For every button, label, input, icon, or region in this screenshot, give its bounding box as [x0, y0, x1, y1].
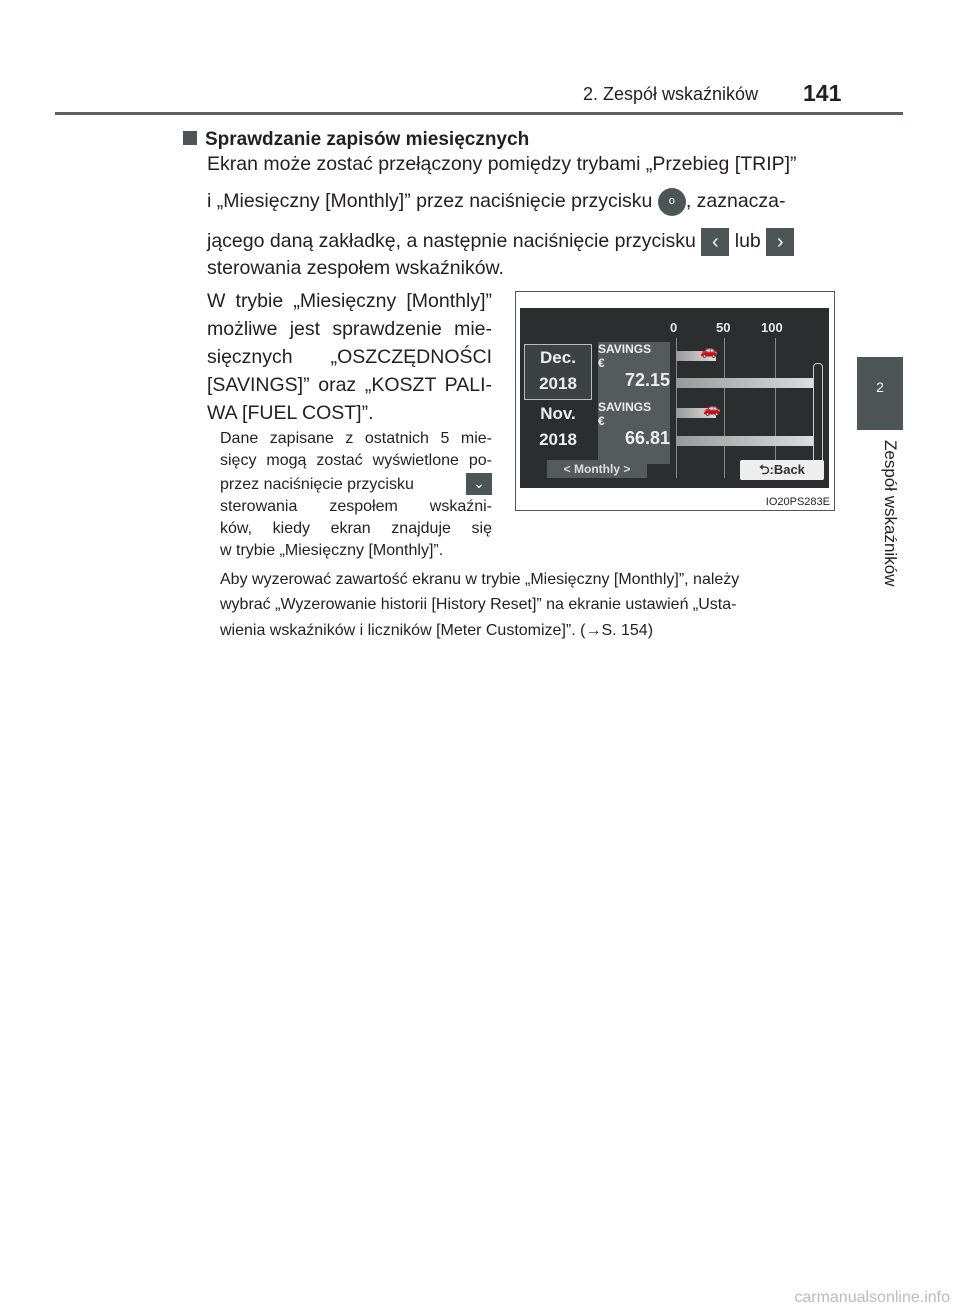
para2-line: możliwe jest sprawdzenie mie-: [207, 318, 492, 340]
para2-line: W trybie „Miesięczny [Monthly]”: [207, 290, 492, 312]
car-icon: 🚗: [700, 342, 718, 358]
month-dec: [524, 344, 592, 400]
chapter-tab-title: Zespół wskaźników: [881, 440, 900, 587]
para1-line: [207, 188, 786, 216]
text: jącego daną zakładkę, a następnie naciśnięcie przycisku: [207, 230, 696, 253]
text: wienia wskaźników i liczników [Meter Customize]”. (: [220, 622, 586, 639]
note-line: ków, kiedy ekran znajduje się: [220, 520, 492, 537]
value: 72.15: [624, 370, 670, 390]
para2-line: WA [FUEL COST]”.: [207, 402, 374, 424]
para2-line: sięcznych „OSZCZĘDNOŚCI: [207, 346, 492, 368]
currency: €: [598, 356, 605, 370]
savings-nov: [598, 400, 670, 464]
chapter-tab: 2: [857, 357, 903, 430]
down-arrow-button-icon: ⌄: [466, 473, 492, 495]
month: Dec.: [540, 348, 576, 367]
para1-line: sterowania zespołem wskaźników.: [207, 257, 504, 279]
fuel-bar: [676, 436, 814, 446]
value: 66.81: [624, 428, 670, 448]
watermark: carmanualsonline.info: [794, 1289, 950, 1306]
text: lub: [734, 230, 761, 253]
savings-dec: [598, 342, 670, 406]
heading-text: Sprawdzanie zapisów miesięcznych: [205, 129, 530, 150]
left-arrow-button-icon: ‹: [701, 228, 729, 256]
month: Nov.: [540, 404, 576, 423]
page-reference-link[interactable]: S. 154): [601, 622, 654, 639]
ok-button-icon: o: [658, 188, 686, 216]
page-number: 141: [803, 80, 842, 106]
figure-id: IO20PS283E: [765, 496, 830, 508]
note-line: sterowania zespołem wskaźni-: [220, 498, 492, 515]
meter-display: [520, 308, 829, 488]
meter-screen-figure: [515, 291, 835, 511]
year: 2018: [539, 374, 577, 393]
note-line: w trybie „Miesięczny [Monthly]”.: [220, 542, 444, 559]
car-icon: 🚗: [703, 400, 721, 416]
para2-line: [SAVINGS]” oraz „KOSZT PALI-: [207, 374, 492, 396]
header-divider: [55, 112, 903, 115]
text: i „Miesięczny [Monthly]” przez naciśnięcie przycisku: [207, 190, 653, 213]
text: przez naciśnięcie przycisku: [220, 476, 414, 493]
section-title: 2. Zespół wskaźników: [583, 84, 759, 104]
note-line: Aby wyzerować zawartość ekranu w trybie „Miesięczny [Monthly]”, należy: [220, 571, 740, 588]
right-arrow-button-icon: ›: [766, 228, 794, 256]
back-label: :Back: [769, 462, 805, 477]
back-button[interactable]: [740, 460, 824, 480]
note-line: [220, 476, 492, 494]
note-line: Dane zapisane z ostatnich 5 mie-: [220, 430, 492, 447]
label: SAVINGS: [598, 342, 652, 356]
note-line: [220, 622, 653, 640]
year: 2018: [539, 430, 577, 449]
monthly-tab[interactable]: < Monthly >: [547, 460, 647, 478]
text: , zaznacza-: [685, 190, 786, 213]
back-arrow-icon: ⮌: [759, 462, 770, 477]
scale-label: 0: [670, 320, 678, 335]
fuel-bar: [676, 378, 814, 388]
note-line: sięcy mogą zostać wyświetlone po-: [220, 452, 492, 469]
scale-label: 50: [716, 320, 731, 335]
note-line: wybrać „Wyzerowanie historii [History Reset]” na ekranie ustawień „Usta-: [220, 596, 737, 613]
subsection-heading: [183, 129, 529, 151]
label: SAVINGS: [598, 400, 652, 414]
para1-line: Ekran może zostać przełączony pomiędzy trybami „Przebieg [TRIP]”: [207, 153, 797, 175]
arrow-right-icon: →: [585, 622, 602, 639]
month-nov: [524, 400, 592, 456]
para1-line: [207, 228, 794, 256]
currency: €: [598, 414, 605, 428]
scale-label: 100: [761, 320, 783, 335]
scrollbar[interactable]: [813, 363, 823, 465]
bullet-square-icon: [183, 131, 197, 145]
